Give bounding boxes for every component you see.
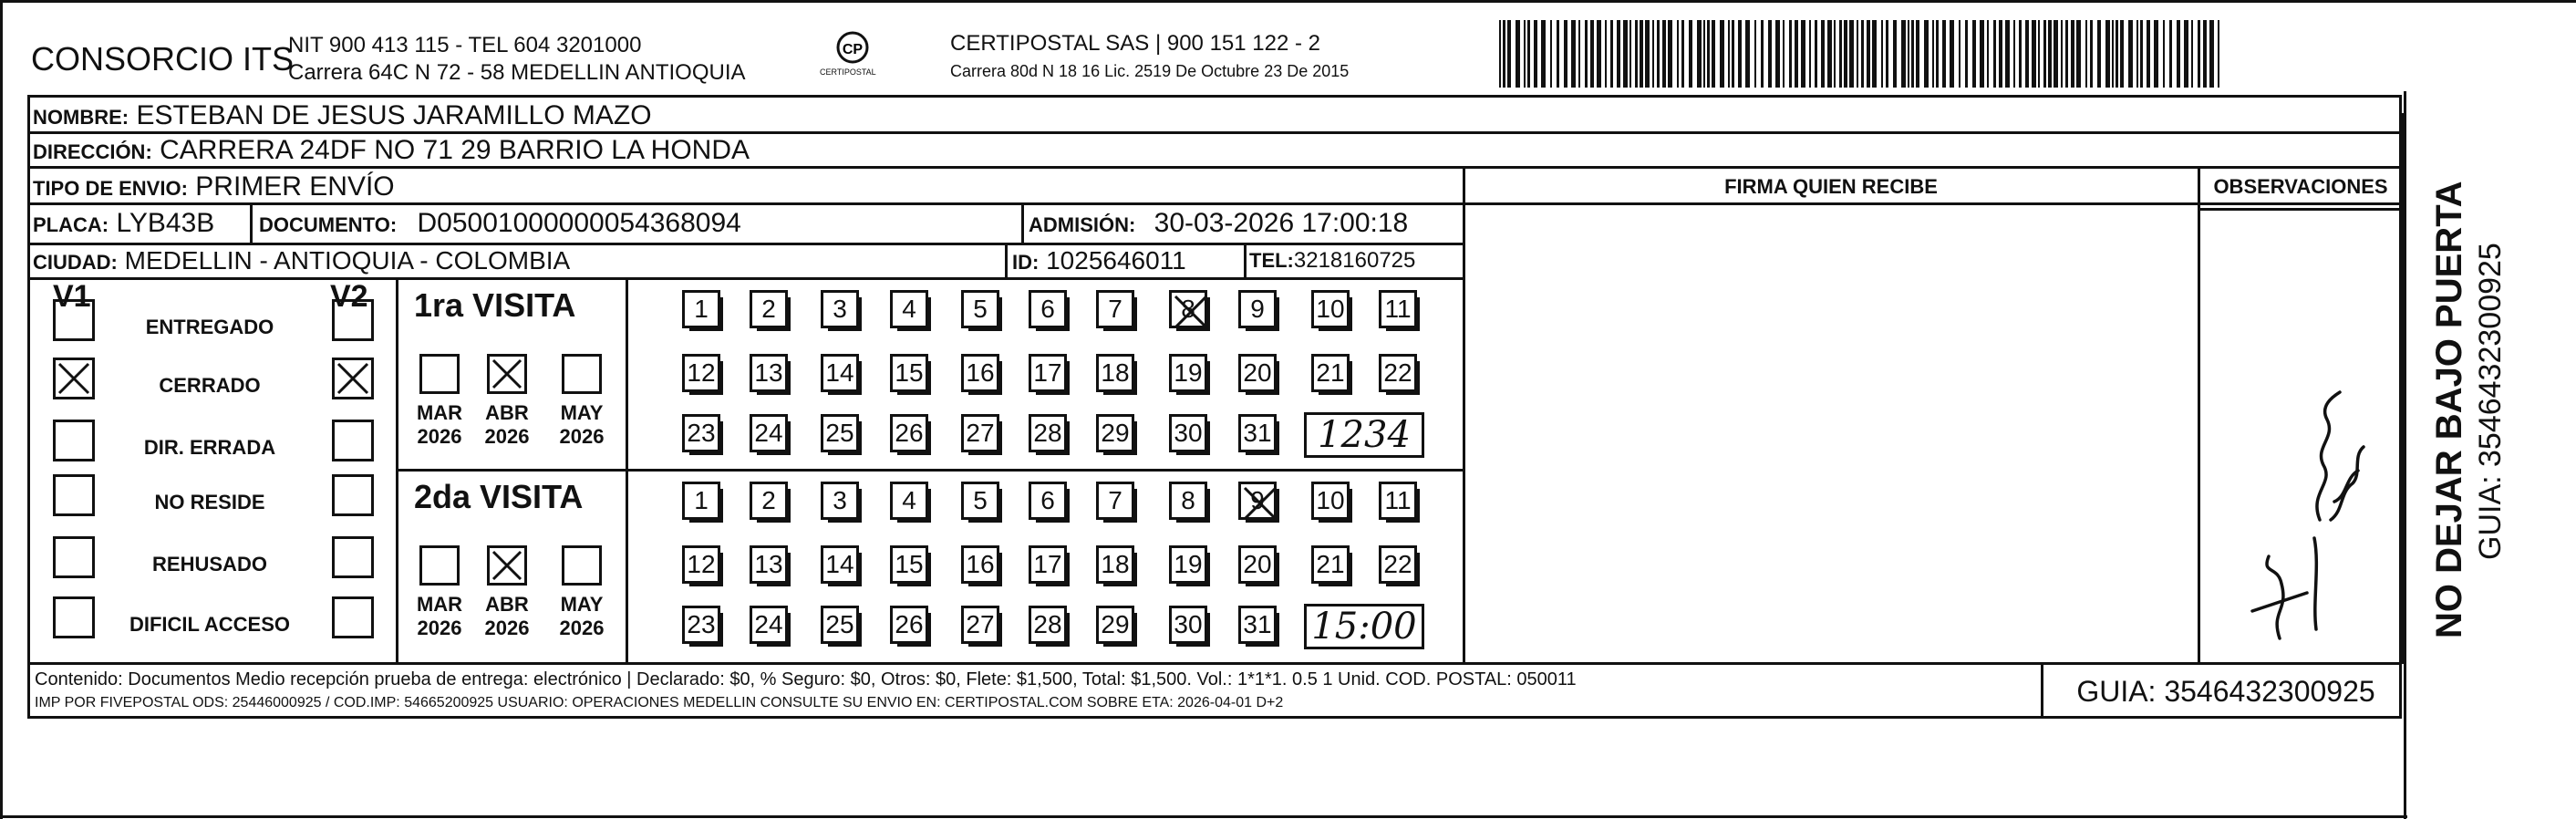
- day-number: 9: [1250, 486, 1265, 514]
- day-number: 18: [1101, 358, 1130, 387]
- status-v2-checkbox[interactable]: [332, 358, 374, 399]
- tipo-value: PRIMER ENVÍO: [195, 171, 395, 202]
- month-year: 2026: [417, 617, 462, 639]
- day-number: 21: [1316, 550, 1345, 578]
- company-address: Carrera 64C N 72 - 58 MEDELLIN ANTIOQUIA: [288, 60, 746, 85]
- month-checkbox[interactable]: [487, 545, 527, 586]
- no-dejar-notice: NO DEJAR BAJO PUERTA: [2429, 181, 2469, 638]
- month-label: [551, 593, 613, 640]
- day-checkbox[interactable]: [961, 606, 999, 644]
- day-number: 25: [825, 610, 854, 638]
- footer-impresion: IMP POR FIVEPOSTAL ODS: 25446000925 / COD.IMP: 54665200925 USUARIO: OPERACIONES MEDELLIN CONSULTE SU ENVIO EN: CERTIPOSTAL.COM SOBRE ETA: 2026-04-01 D+2: [35, 695, 1284, 710]
- month-label: [476, 401, 538, 449]
- day-checkbox[interactable]: [750, 354, 788, 392]
- day-checkbox[interactable]: [961, 482, 999, 520]
- month-name: MAR: [416, 401, 463, 424]
- month-year: 2026: [559, 617, 605, 639]
- check-x-icon: [1241, 484, 1274, 517]
- day-number: 29: [1101, 610, 1130, 638]
- row-line: [27, 277, 1464, 280]
- nombre-row: [33, 100, 652, 131]
- day-number: 25: [825, 419, 854, 447]
- day-number: 23: [687, 419, 716, 447]
- day-checkbox[interactable]: [961, 354, 999, 392]
- day-checkbox[interactable]: [1096, 354, 1134, 392]
- day-checkbox[interactable]: [1238, 482, 1277, 520]
- company-nit: NIT 900 413 115 - TEL 604 3201000: [288, 33, 642, 57]
- day-number: 8: [1181, 486, 1195, 514]
- day-checkbox[interactable]: [890, 606, 928, 644]
- day-number: 27: [966, 419, 995, 447]
- visit-title: 2da VISITA: [414, 478, 584, 515]
- side-guia: GUIA: 3546432300925: [2473, 243, 2508, 560]
- day-number: 4: [902, 295, 916, 323]
- day-number: 4: [902, 486, 916, 514]
- status-v2-checkbox[interactable]: [332, 596, 374, 638]
- company-name: CONSORCIO ITS: [31, 40, 295, 78]
- day-number: 21: [1316, 358, 1345, 387]
- status-v1-checkbox[interactable]: [53, 420, 95, 461]
- day-number: 28: [1033, 610, 1062, 638]
- day-number: 15: [895, 358, 924, 387]
- day-number: 6: [1040, 295, 1055, 323]
- visit-title: 1ra VISITA: [414, 286, 576, 324]
- day-checkbox[interactable]: [1238, 290, 1277, 328]
- month-year: 2026: [484, 617, 530, 639]
- day-checkbox[interactable]: [682, 354, 720, 392]
- day-number: 31: [1243, 419, 1272, 447]
- logo-caption: CERTIPOSTAL: [820, 67, 876, 77]
- row-line: [27, 166, 2402, 169]
- day-number: 22: [1383, 358, 1412, 387]
- day-number: 15: [895, 550, 924, 578]
- day-checkbox[interactable]: [1169, 606, 1207, 644]
- day-checkbox[interactable]: [821, 606, 859, 644]
- day-checkbox[interactable]: [890, 545, 928, 584]
- day-checkbox[interactable]: [821, 482, 859, 520]
- day-number: 16: [966, 550, 995, 578]
- day-checkbox[interactable]: [1096, 290, 1134, 328]
- status-v2-checkbox[interactable]: [332, 420, 374, 461]
- day-checkbox[interactable]: [1096, 414, 1134, 452]
- day-checkbox[interactable]: [821, 414, 859, 452]
- month-year: 2026: [417, 425, 462, 448]
- day-checkbox[interactable]: [821, 545, 859, 584]
- documento-label: DOCUMENTO:: [259, 213, 398, 236]
- day-checkbox[interactable]: [1238, 354, 1277, 392]
- day-number: 5: [973, 295, 988, 323]
- day-number: 2: [761, 295, 776, 323]
- day-checkbox[interactable]: [682, 482, 720, 520]
- status-v2-checkbox[interactable]: [332, 474, 374, 516]
- day-checkbox[interactable]: [821, 354, 859, 392]
- day-checkbox[interactable]: [961, 290, 999, 328]
- day-checkbox[interactable]: [890, 354, 928, 392]
- direccion-value: CARRERA 24DF NO 71 29 BARRIO LA HONDA: [160, 135, 750, 165]
- check-x-icon: [490, 357, 524, 391]
- check-x-icon: [56, 360, 92, 397]
- day-number: 18: [1101, 550, 1130, 578]
- day-checkbox[interactable]: [1096, 482, 1134, 520]
- row-line: [27, 131, 2402, 134]
- day-checkbox[interactable]: [750, 290, 788, 328]
- day-number: 11: [1384, 295, 1412, 323]
- status-label: NO RESIDE: [154, 491, 265, 513]
- day-checkbox[interactable]: [1029, 482, 1067, 520]
- month-label: [409, 593, 471, 640]
- day-number: 19: [1174, 550, 1203, 578]
- day-number: 22: [1383, 550, 1412, 578]
- status-label: DIR. ERRADA: [143, 436, 276, 459]
- nombre-label: NOMBRE:: [33, 106, 129, 129]
- direccion-label: DIRECCIÓN:: [33, 140, 152, 163]
- day-checkbox[interactable]: [1029, 354, 1067, 392]
- status-v1-checkbox[interactable]: [53, 596, 95, 638]
- month-year: 2026: [559, 425, 605, 448]
- left-border: [0, 0, 3, 819]
- day-number: 14: [825, 358, 854, 387]
- day-checkbox[interactable]: [682, 414, 720, 452]
- barcode: [1499, 20, 2223, 88]
- day-number: 16: [966, 358, 995, 387]
- month-name: ABR: [485, 593, 529, 616]
- day-checkbox[interactable]: [1029, 290, 1067, 328]
- day-number: 17: [1033, 550, 1062, 578]
- day-checkbox[interactable]: [750, 606, 788, 644]
- col-line: [1005, 243, 1008, 279]
- status-v2-checkbox[interactable]: [332, 299, 374, 341]
- day-checkbox[interactable]: [1169, 354, 1207, 392]
- admision-row: [1029, 208, 1408, 239]
- day-number: 19: [1174, 358, 1203, 387]
- day-number: 12: [687, 550, 716, 578]
- day-checkbox[interactable]: [750, 545, 788, 584]
- day-number: 27: [966, 610, 995, 638]
- day-checkbox[interactable]: [1096, 606, 1134, 644]
- placa-value: LYB43B: [116, 208, 215, 238]
- day-number: 31: [1243, 610, 1272, 638]
- col-line: [1463, 166, 1465, 664]
- day-checkbox[interactable]: [1169, 482, 1207, 520]
- month-checkbox[interactable]: [419, 354, 460, 394]
- bottom-border: [0, 815, 2407, 818]
- firma-header: FIRMA QUIEN RECIBE: [1724, 175, 1938, 198]
- day-checkbox[interactable]: [1029, 545, 1067, 584]
- day-number: 23: [687, 610, 716, 638]
- month-name: ABR: [485, 401, 529, 424]
- tipo-row: [33, 171, 395, 202]
- footer-guia: GUIA: 3546432300925: [2076, 675, 2375, 708]
- day-number: 5: [973, 486, 988, 514]
- status-label: REHUSADO: [152, 553, 267, 575]
- month-checkbox[interactable]: [419, 545, 460, 586]
- day-checkbox[interactable]: [750, 414, 788, 452]
- footer-contenido: Contenido: Documentos Medio recepción prueba de entrega: electrónico | Declarado: $0, % Seguro: $0, Otros: $0, Flete: $1,500, Total: $1,500. Vol.: 1*1*1. 0.5 1 Unid. COD. POSTAL: 050011: [35, 669, 1577, 689]
- day-number: 10: [1316, 295, 1345, 323]
- svg-text:CP: CP: [842, 42, 864, 57]
- day-checkbox[interactable]: [890, 482, 928, 520]
- handwritten-note: 15:00: [1304, 604, 1424, 649]
- day-number: 30: [1174, 610, 1203, 638]
- day-checkbox[interactable]: [1311, 545, 1350, 584]
- day-checkbox[interactable]: [1311, 482, 1350, 520]
- month-label: [409, 401, 471, 449]
- tel-value: 3218160725: [1293, 248, 1416, 273]
- month-label: [476, 593, 538, 640]
- day-number: 3: [833, 486, 847, 514]
- day-checkbox[interactable]: [1238, 414, 1277, 452]
- v2-header: V2: [330, 279, 368, 314]
- admision-label: ADMISIÓN:: [1029, 213, 1136, 236]
- day-number: 26: [895, 610, 924, 638]
- carrier-address: Carrera 80d N 18 16 Lic. 2519 De Octubre 23 De 2015: [950, 62, 1350, 80]
- col-line: [250, 202, 253, 244]
- day-number: 7: [1108, 295, 1122, 323]
- placa-row: [33, 208, 214, 239]
- day-number: 24: [754, 419, 783, 447]
- day-checkbox[interactable]: [1311, 290, 1350, 328]
- row-line: [27, 243, 1464, 245]
- carrier-name: CERTIPOSTAL SAS | 900 151 122 - 2: [950, 31, 1320, 56]
- documento-value: D05001000000054368094: [417, 208, 741, 238]
- day-number: 13: [754, 358, 783, 387]
- row-line: [396, 469, 1464, 472]
- ciudad-value: MEDELLIN - ANTIOQUIA - COLOMBIA: [124, 246, 571, 275]
- id-value: 1025646011: [1046, 246, 1186, 275]
- day-checkbox[interactable]: [1238, 545, 1277, 584]
- documento-row: [259, 208, 741, 239]
- day-number: 6: [1040, 486, 1055, 514]
- month-year: 2026: [484, 425, 530, 448]
- day-checkbox[interactable]: [1029, 606, 1067, 644]
- status-v1-checkbox[interactable]: [53, 299, 95, 341]
- day-checkbox[interactable]: [1379, 545, 1417, 584]
- status-v1-checkbox[interactable]: [53, 474, 95, 516]
- admision-value: 30-03-2026 17:00:18: [1154, 208, 1409, 238]
- barcode-icon: [1499, 20, 2223, 88]
- day-number: 26: [895, 419, 924, 447]
- certipostal-logo: [820, 27, 880, 82]
- day-number: 17: [1033, 358, 1062, 387]
- ciudad-label: CIUDAD:: [33, 251, 118, 274]
- day-checkbox[interactable]: [821, 290, 859, 328]
- direccion-row: [33, 135, 750, 166]
- day-number: 3: [833, 295, 847, 323]
- day-number: 1: [694, 295, 709, 323]
- ciudad-row: [33, 246, 570, 275]
- month-checkbox[interactable]: [487, 354, 527, 394]
- col-line: [2041, 662, 2043, 719]
- col-line: [1021, 202, 1024, 244]
- day-number: 12: [687, 358, 716, 387]
- v1-header: V1: [53, 279, 91, 314]
- day-checkbox[interactable]: [961, 414, 999, 452]
- month-label: [551, 401, 613, 449]
- check-x-icon: [1172, 293, 1205, 326]
- day-checkbox[interactable]: [1379, 290, 1417, 328]
- handwritten-note: 1234: [1304, 412, 1424, 458]
- status-label: ENTREGADO: [145, 316, 274, 338]
- day-checkbox[interactable]: [1238, 606, 1277, 644]
- col-line: [1244, 243, 1247, 279]
- day-checkbox[interactable]: [890, 414, 928, 452]
- day-number: 8: [1181, 295, 1195, 323]
- status-label: DIFICIL ACCESO: [129, 613, 290, 636]
- day-checkbox[interactable]: [682, 290, 720, 328]
- day-checkbox[interactable]: [1311, 354, 1350, 392]
- day-checkbox[interactable]: [1096, 545, 1134, 584]
- nombre-value: ESTEBAN DE JESUS JARAMILLO MAZO: [136, 100, 652, 130]
- observaciones-header: OBSERVACIONES: [2213, 175, 2388, 198]
- check-x-icon: [490, 548, 524, 583]
- day-number: 2: [761, 486, 776, 514]
- row-line: [27, 202, 2402, 205]
- day-checkbox[interactable]: [1379, 354, 1417, 392]
- day-number: 9: [1250, 295, 1265, 323]
- day-checkbox[interactable]: [1029, 414, 1067, 452]
- status-v1-checkbox[interactable]: [53, 358, 95, 399]
- day-number: 14: [825, 550, 854, 578]
- day-checkbox[interactable]: [682, 606, 720, 644]
- status-v2-checkbox[interactable]: [332, 536, 374, 578]
- day-number: 20: [1243, 358, 1272, 387]
- day-number: 1: [694, 486, 709, 514]
- id-row: [1012, 246, 1186, 275]
- signature-icon: [2225, 383, 2380, 657]
- day-number: 28: [1033, 419, 1062, 447]
- day-number: 7: [1108, 486, 1122, 514]
- status-v1-checkbox[interactable]: [53, 536, 95, 578]
- row-line: [27, 662, 2402, 665]
- day-checkbox[interactable]: [1169, 414, 1207, 452]
- day-checkbox[interactable]: [1379, 482, 1417, 520]
- day-checkbox[interactable]: [1169, 545, 1207, 584]
- day-number: 29: [1101, 419, 1130, 447]
- day-checkbox[interactable]: [750, 482, 788, 520]
- tipo-label: TIPO DE ENVIO:: [33, 177, 188, 200]
- id-label: ID:: [1012, 251, 1040, 274]
- day-number: 10: [1316, 486, 1345, 514]
- day-number: 13: [754, 550, 783, 578]
- row-line: [2199, 208, 2402, 211]
- col-line: [2198, 166, 2200, 664]
- placa-label: PLACA:: [33, 213, 109, 236]
- day-checkbox[interactable]: [890, 290, 928, 328]
- month-name: MAR: [416, 593, 463, 616]
- top-border: [0, 0, 2576, 3]
- day-checkbox[interactable]: [1169, 290, 1207, 328]
- day-checkbox[interactable]: [961, 545, 999, 584]
- handwritten-signature: [2225, 383, 2380, 657]
- day-number: 24: [754, 610, 783, 638]
- tel-label: TEL:: [1249, 249, 1294, 272]
- col-line: [2402, 113, 2405, 664]
- day-number: 30: [1174, 419, 1203, 447]
- status-label: CERRADO: [159, 374, 261, 397]
- check-x-icon: [335, 360, 371, 397]
- month-checkbox[interactable]: [562, 545, 602, 586]
- month-name: MAY: [560, 401, 604, 424]
- day-number: 11: [1384, 486, 1412, 514]
- day-number: 20: [1243, 550, 1272, 578]
- month-name: MAY: [560, 593, 604, 616]
- month-checkbox[interactable]: [562, 354, 602, 394]
- tel-row: [1249, 248, 1415, 274]
- day-checkbox[interactable]: [682, 545, 720, 584]
